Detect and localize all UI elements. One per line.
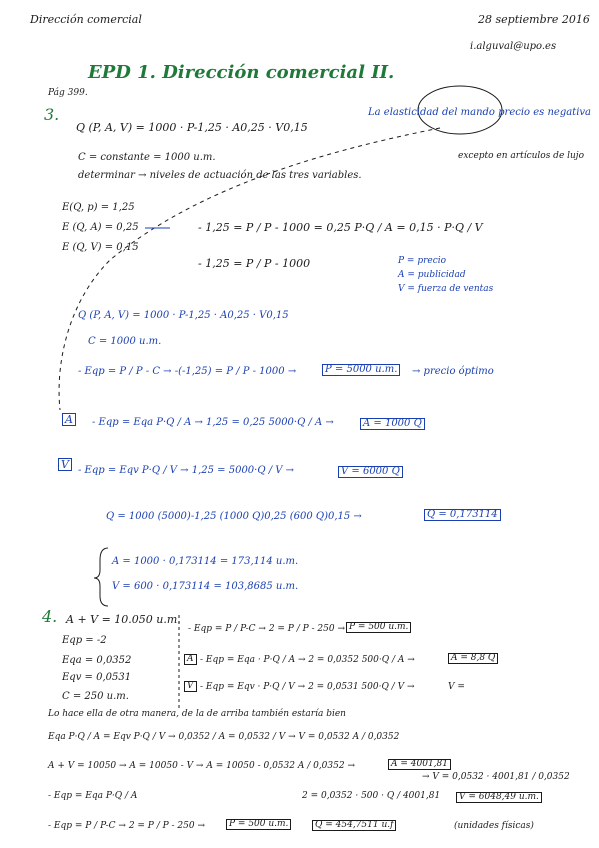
ex4-line4-note: (unidades físicas) bbox=[454, 821, 534, 831]
header-email: i.alguval@upo.es bbox=[470, 41, 557, 52]
ex3-price-equation: - Eqp = P / P - C → -(-1,25) = P / P - 1000 → bbox=[78, 366, 297, 377]
header-date: 28 septiembre 2016 bbox=[478, 13, 590, 26]
ex4-eqp: Eqp = -2 bbox=[62, 635, 107, 646]
ex4-line4-q: Q = 454,7511 u.f bbox=[312, 820, 396, 831]
ex3-elasticity-v: E (Q, V) = 0,15 bbox=[62, 242, 139, 253]
ex3-a-equation: - Eqp = Eqa P·Q / A → 1,25 = 0,25 5000·Q / A → bbox=[92, 417, 334, 428]
ex4-line4: - Eqp = P / P-C → 2 = P / P - 250 → bbox=[48, 821, 206, 831]
ex4-line2-result: A = 4001,81 bbox=[388, 759, 451, 770]
ex4-r1-result: P = 500 u.m. bbox=[346, 622, 411, 633]
header-subject: Dirección comercial bbox=[30, 13, 142, 26]
page-title: EPD 1. Dirección comercial II. bbox=[88, 62, 395, 83]
brace-final bbox=[94, 548, 108, 606]
ex4-eqa: Eqa = 0,0352 bbox=[62, 655, 132, 666]
ex3-q-result: Q = 0,173114 bbox=[424, 509, 501, 521]
ex3-relation-price: - 1,25 = P / P - 1000 bbox=[198, 257, 311, 270]
legend-advertising: A = publicidad bbox=[398, 270, 466, 280]
ex4-r2-result: A = 8,8 Q bbox=[448, 653, 498, 664]
ex3-v-label: V bbox=[58, 458, 72, 471]
ex4-line2-vresult: V = 6048,49 u.m. bbox=[456, 792, 542, 803]
ex3-v-final: V = 600 · 0,173114 = 103,8685 u.m. bbox=[112, 581, 299, 592]
ex3-v-result: V = 6000 Q bbox=[338, 466, 403, 478]
ex4-budget: A + V = 10.050 u.m. bbox=[66, 613, 181, 626]
ex3-v-equation: - Eqp = Eqv P·Q / V → 1,25 = 5000·Q / V → bbox=[78, 465, 295, 476]
ex3-function: Q (P, A, V) = 1000 · P-1,25 · A0,25 · V0,15 bbox=[76, 121, 308, 134]
ex4-line2-v: → V = 0,0532 · 4001,81 / 0,0352 bbox=[422, 772, 570, 782]
ex3-function-repeat: Q (P, A, V) = 1000 · P-1,25 · A0,25 · V0,15 bbox=[78, 310, 289, 321]
ex3-a-result: A = 1000 Q bbox=[360, 418, 425, 430]
ex4-line1: Eqa P·Q / A = Eqv P·Q / V → 0,0352 / A = 0,0532 / V → V = 0,0532 A / 0,0352 bbox=[48, 732, 400, 742]
ex4-eqv: Eqv = 0,0531 bbox=[62, 672, 132, 683]
ex3-q-equation: Q = 1000 (5000)-1,25 (1000 Q)0,25 (600 Q)0,15 → bbox=[106, 511, 362, 522]
ex3-note-negative: La elasticidad del mando precio es negativa bbox=[368, 107, 592, 118]
ex4-note: Lo hace ella de otra manera, de la de arriba también estaría bien bbox=[48, 709, 346, 719]
ex4-r1: - Eqp = P / P-C → 2 = P / P - 250 → bbox=[188, 624, 346, 634]
ex4-r3: - Eqp = Eqv · P·Q / V → 2 = 0,0531 500·Q / V → bbox=[200, 682, 415, 692]
ex4-r2: - Eqp = Eqa · P·Q / A → 2 = 0,0352 500·Q / A → bbox=[200, 655, 415, 665]
ex4-line4-result: P = 500 u.m. bbox=[226, 819, 291, 830]
ex3-elasticity-a: E (Q, A) = 0,25 bbox=[62, 222, 139, 233]
ex3-relation: - 1,25 = P / P - 1000 = 0,25 P·Q / A = 0,15 · P·Q / V bbox=[198, 221, 483, 234]
exercise-3-number: 3. bbox=[44, 105, 60, 124]
ex3-price-note: → precio óptimo bbox=[412, 366, 494, 377]
ex3-a-final: A = 1000 · 0,173114 = 173,114 u.m. bbox=[112, 556, 299, 567]
ex4-r2-label: A bbox=[184, 654, 197, 665]
ex4-r3-label: V bbox=[184, 681, 197, 692]
legend-price: P = precio bbox=[398, 256, 447, 266]
legend-salesforce: V = fuerza de ventas bbox=[398, 284, 494, 294]
ex3-cost: C = constante = 1000 u.m. bbox=[78, 152, 216, 163]
ex4-cost: C = 250 u.m. bbox=[62, 691, 129, 702]
ex3-price-result: P = 5000 u.m. bbox=[322, 364, 400, 376]
ex3-a-label: A bbox=[62, 413, 76, 426]
ex3-note-exception: excepto en artículos de lujo bbox=[458, 151, 585, 161]
ex4-line2: A + V = 10050 → A = 10050 - V → A = 10050 - 0,0532 A / 0,0352 → bbox=[48, 761, 355, 771]
ex3-determine: determinar → niveles de actuación de las tres variables. bbox=[78, 170, 362, 181]
page-reference: Pág 399. bbox=[48, 88, 88, 98]
ex4-line3: - Eqp = Eqa P·Q / A bbox=[48, 791, 138, 801]
ex3-cost-repeat: C = 1000 u.m. bbox=[88, 336, 162, 347]
ex4-line3-b: 2 = 0,0352 · 500 · Q / 4001,81 bbox=[302, 791, 441, 801]
exercise-4-number: 4. bbox=[42, 607, 58, 626]
ex3-elasticity-p: E(Q, p) = 1,25 bbox=[62, 202, 135, 213]
ex4-r3-result: V = bbox=[448, 682, 465, 692]
